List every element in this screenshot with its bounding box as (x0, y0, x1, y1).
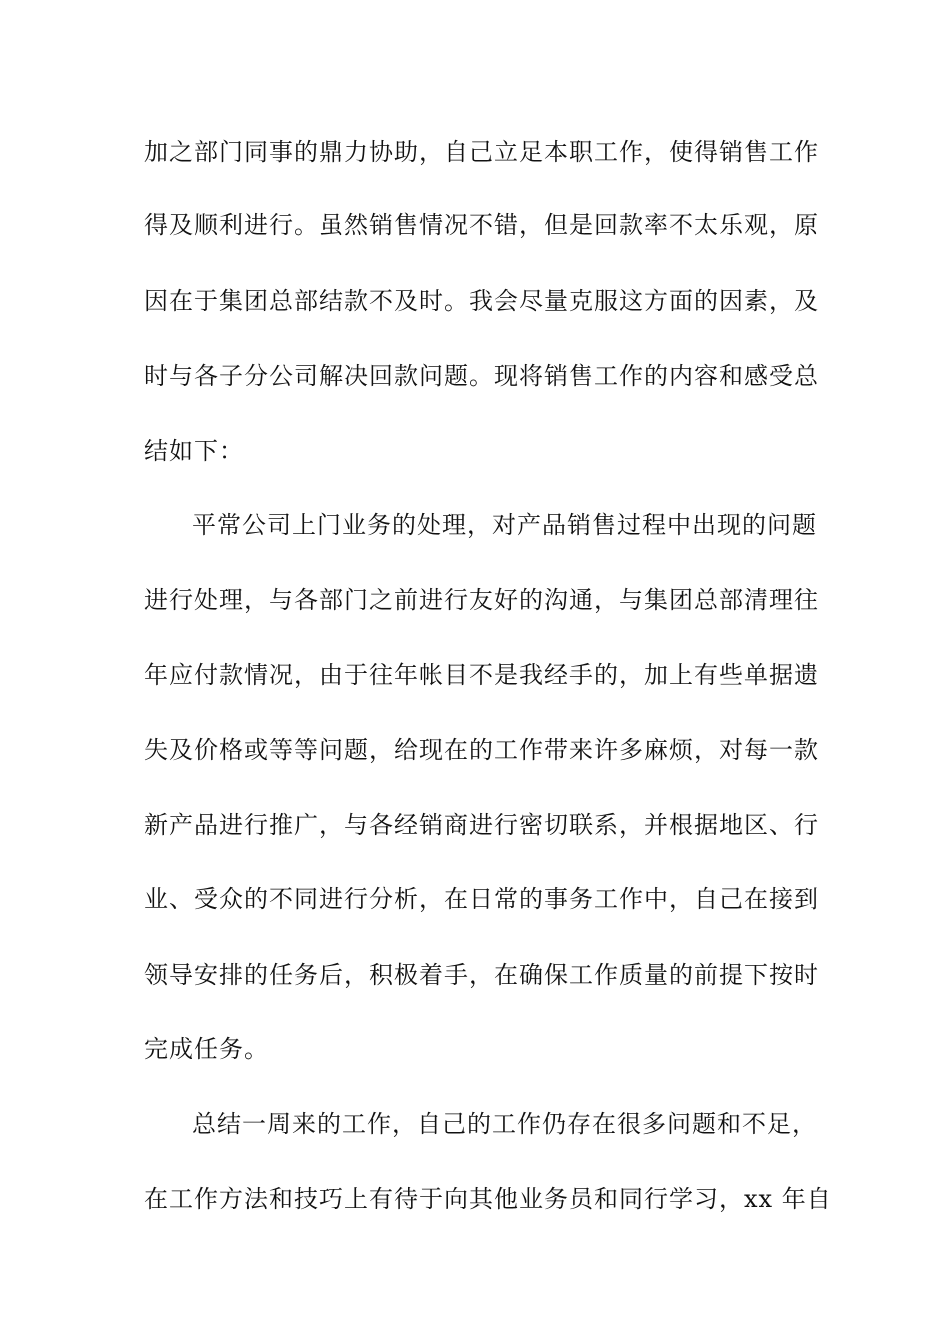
paragraph-start-line: 平常公司上门业务的处理，对产品销售过程中出现的问题 (192, 511, 817, 539)
text-line: 失及价格或等等问题，给现在的工作带来许多麻烦，对每一款 (144, 736, 819, 764)
text-line: 业、受众的不同进行分析，在日常的事务工作中，自己在接到 (144, 885, 819, 913)
text-line: 因在于集团总部结款不及时。我会尽量克服这方面的因素，及 (144, 287, 819, 315)
text-line: 时与各子分公司解决回款问题。现将销售工作的内容和感受总 (144, 362, 819, 390)
text-line: 领导安排的任务后，积极着手，在确保工作质量的前提下按时 (144, 961, 819, 989)
text-line: 进行处理，与各部门之前进行友好的沟通，与集团总部清理往 (144, 586, 819, 614)
text-line: 完成任务。 (144, 1035, 269, 1063)
text-line: 新产品进行推广，与各经销商进行密切联系，并根据地区、行 (144, 811, 819, 839)
text-line: 得及顺利进行。虽然销售情况不错，但是回款率不太乐观，原 (144, 211, 819, 239)
text-line: 年应付款情况，由于往年帐目不是我经手的，加上有些单据遗 (144, 661, 819, 689)
text-line: 加之部门同事的鼎力协助，自己立足本职工作，使得销售工作 (144, 138, 819, 166)
paragraph-start-line: 总结一周来的工作，自己的工作仍存在很多问题和不足， (192, 1110, 817, 1138)
text-line: 在工作方法和技巧上有待于向其他业务员和同行学习，xx 年自 (144, 1185, 832, 1213)
text-line: 结如下： (144, 437, 244, 465)
